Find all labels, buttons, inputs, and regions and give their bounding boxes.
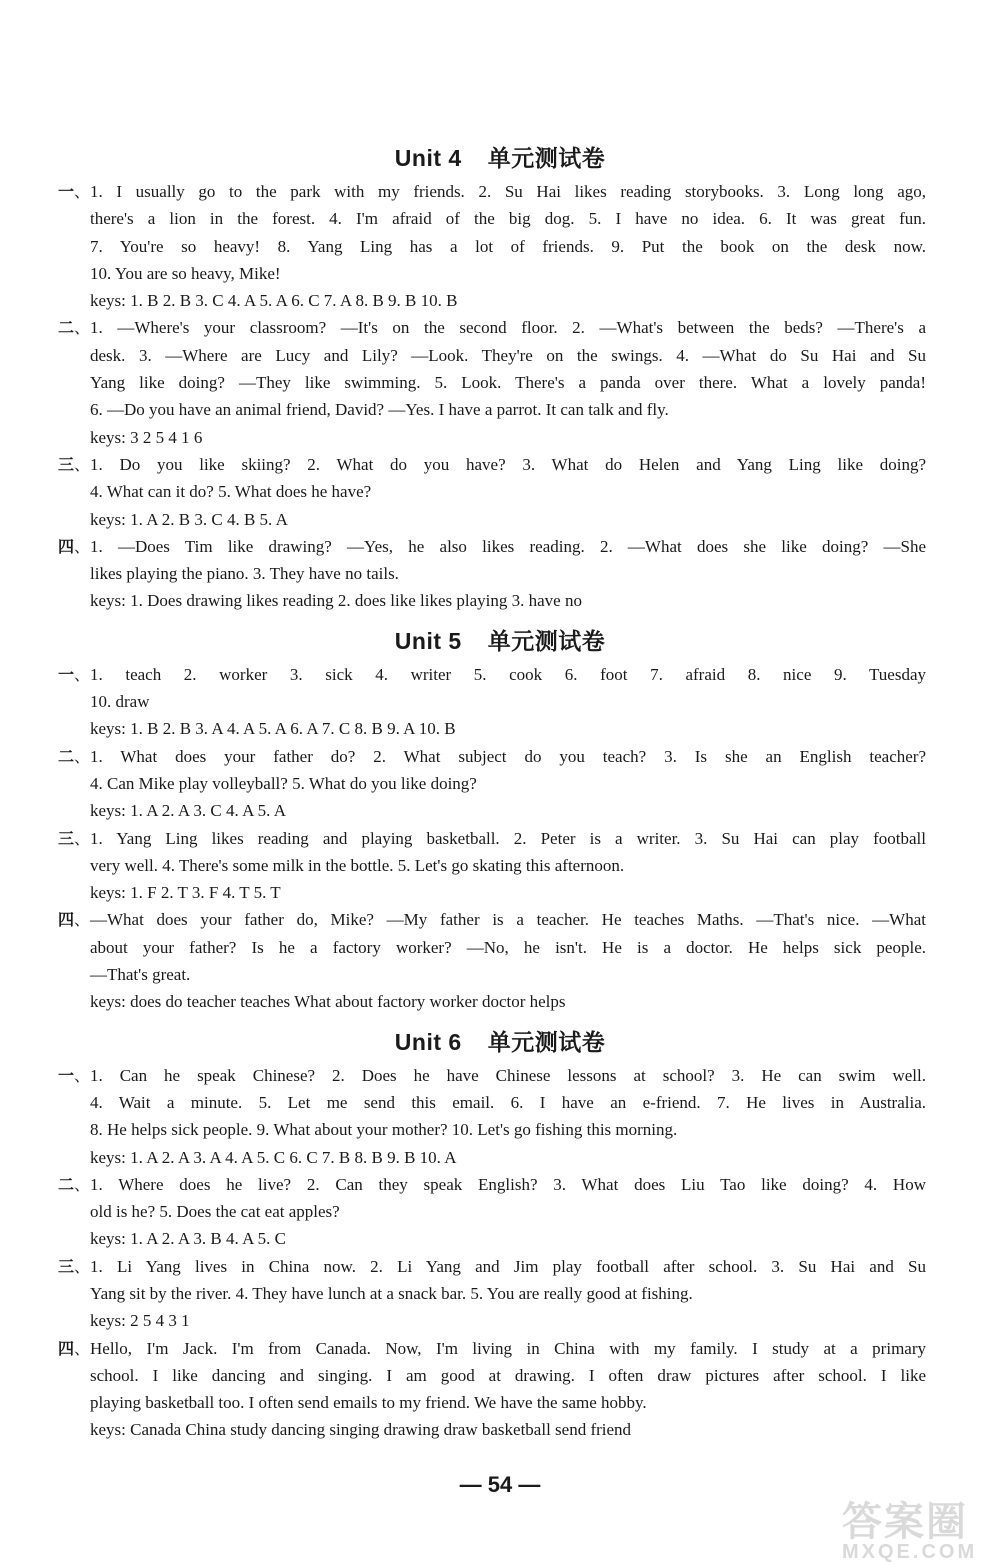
watermark-top-text: 答案圈 xyxy=(842,1500,968,1544)
section-number: 二 、 xyxy=(58,1171,90,1198)
exercise-section xyxy=(0,1253,1000,1335)
exercise-section xyxy=(0,451,1000,533)
answer-line: there's a lion in the forest. 4. I'm afraid of the big dog. 5. I have no idea. 6. It was great fun. xyxy=(90,209,926,229)
exercise-section xyxy=(0,1062,1000,1171)
answer-keys: keys: 1. A 2. A 3. A 4. A 5. C 6. C 7. B 8. B 9. B 10. A xyxy=(90,1147,457,1167)
answer-line: desk. 3. —Where are Lucy and Lily? —Look. They're on the swings. 4. —What do Su Hai and Su xyxy=(90,345,926,365)
answer-keys: keys: 2 5 4 3 1 xyxy=(90,1311,190,1331)
answer-line: old is he? 5. Does the cat eat apples? xyxy=(90,1202,340,1222)
unit-title-cn: 单元测试卷 xyxy=(487,627,606,654)
exercise-section xyxy=(0,825,1000,907)
answer-keys: keys: does do teacher teaches What about factory worker doctor helps xyxy=(90,992,566,1012)
answer-line: 1. Li Yang lives in China now. 2. Li Yang and Jim play football after school. 3. Su Hai and Su xyxy=(90,1256,926,1276)
exercise-section xyxy=(0,178,1000,314)
answer-line: Hello, I'm Jack. I'm from Canada. Now, I'm living in China with my family. I study at a primary xyxy=(90,1338,926,1358)
answer-line: 1. Can he speak Chinese? 2. Does he have Chinese lessons at school? 3. He can swim well. xyxy=(90,1065,926,1085)
unit-title-cn: 单元测试卷 xyxy=(487,145,606,171)
answer-line: 1. —Does Tim like drawing? —Yes, he also likes reading. 2. —What does she like doing? —She xyxy=(90,536,926,556)
answer-keys: keys: 3 2 5 4 1 6 xyxy=(90,427,203,447)
answer-line: 7. You're so heavy! 8. Yang Ling has a lot of friends. 9. Put the book on the desk now. xyxy=(90,236,926,256)
section-number: 四 、 xyxy=(58,1335,90,1362)
answer-keys: keys: 1. B 2. B 3. A 4. A 5. A 6. A 7. C 8. B 9. A 10. B xyxy=(90,719,456,739)
exercise-section xyxy=(0,906,1000,1015)
unit-title-en: Unit 6 xyxy=(394,1028,462,1055)
answer-keys: keys: 1. A 2. A 3. C 4. A 5. A xyxy=(90,801,287,821)
answer-line: 1. —Where's your classroom? —It's on the second floor. 2. —What's between the beds? —There's a xyxy=(90,318,926,338)
answer-line: Yang sit by the river. 4. They have lunch at a snack bar. 5. You are really good at fishing. xyxy=(90,1283,693,1303)
answer-line: —What does your father do, Mike? —My father is a teacher. He teaches Maths. —That's nice. —What xyxy=(90,910,926,930)
answer-content xyxy=(0,138,1000,1444)
section-number: 三 、 xyxy=(58,825,90,852)
section-number: 三 、 xyxy=(58,1253,90,1280)
answer-line: likes playing the piano. 3. They have no tails. xyxy=(90,564,399,584)
exercise-section xyxy=(0,1335,1000,1444)
answer-line: 1. teach 2. worker 3. sick 4. writer 5. cook 6. foot 7. afraid 8. nice 9. Tuesday xyxy=(90,664,926,684)
exercise-section xyxy=(0,661,1000,743)
answer-line: 4. Wait a minute. 5. Let me send this email. 6. I have an e-friend. 7. He lives in Australia. xyxy=(90,1092,926,1112)
answer-line: 4. What can it do? 5. What does he have? xyxy=(90,482,372,502)
answer-keys: keys: 1. A 2. A 3. B 4. A 5. C xyxy=(90,1229,287,1249)
answer-keys: keys: 1. Does drawing likes reading 2. does like likes playing 3. have no xyxy=(90,591,582,611)
answer-keys: keys: 1. F 2. T 3. F 4. T 5. T xyxy=(90,883,281,903)
answer-line: 1. Do you like skiing? 2. What do you have? 3. What do Helen and Yang Ling like doing? xyxy=(90,454,926,474)
section-number: 一 、 xyxy=(58,178,90,205)
page-number: — 54 — xyxy=(459,1472,541,1497)
answer-line: school. I like dancing and singing. I am good at drawing. I often draw pictures after school. I like xyxy=(90,1365,926,1385)
answer-keys: keys: Canada China study dancing singing drawing draw basketball send friend xyxy=(90,1420,632,1440)
unit-title xyxy=(0,621,1000,661)
answer-line: playing basketball too. I often send emails to my friend. We have the same hobby. xyxy=(90,1393,647,1413)
exercise-section xyxy=(0,314,1000,450)
section-number: 四 、 xyxy=(58,533,90,560)
watermark-logo xyxy=(842,1490,992,1563)
answer-line: 1. Where does he live? 2. Can they speak English? 3. What does Liu Tao like doing? 4. How xyxy=(90,1174,926,1194)
exercise-section xyxy=(0,533,1000,615)
unit-title xyxy=(0,138,1000,178)
unit-title-en: Unit 5 xyxy=(394,627,462,654)
answer-keys: keys: 1. B 2. B 3. C 4. A 5. A 6. C 7. A 8. B 9. B 10. B xyxy=(90,291,458,311)
answer-line: 1. I usually go to the park with my friends. 2. Su Hai likes reading storybooks. 3. Long long ago, xyxy=(90,182,926,201)
answer-line: 8. He helps sick people. 9. What about your mother? 10. Let's go fishing this morning. xyxy=(90,1120,678,1140)
unit-title-cn: 单元测试卷 xyxy=(487,1028,606,1055)
section-number: 一 、 xyxy=(58,1062,90,1089)
section-number: 二 、 xyxy=(58,743,90,770)
section-number: 一 、 xyxy=(58,661,90,688)
answer-line: —That's great. xyxy=(90,965,191,985)
unit-title xyxy=(0,1022,1000,1062)
exercise-section xyxy=(0,1171,1000,1253)
answer-line: 10. draw xyxy=(90,692,150,712)
answer-line: about your father? Is he a factory worker? —No, he isn't. He is a doctor. He helps sick people. xyxy=(90,937,926,957)
exercise-section xyxy=(0,743,1000,825)
answer-line: 1. What does your father do? 2. What subject do you teach? 3. Is she an English teacher? xyxy=(90,746,926,766)
section-number: 四 、 xyxy=(58,906,90,933)
section-number: 三 、 xyxy=(58,451,90,478)
answer-line: Yang like doing? —They like swimming. 5. Look. There's a panda over there. What a lovely panda! xyxy=(90,373,926,393)
answer-line: 1. Yang Ling likes reading and playing basketball. 2. Peter is a writer. 3. Su Hai can play football xyxy=(90,828,926,848)
answer-line: very well. 4. There's some milk in the bottle. 5. Let's go skating this afternoon. xyxy=(90,855,625,875)
unit-title-en: Unit 4 xyxy=(394,145,462,171)
section-number: 二 、 xyxy=(58,314,90,341)
answer-line: 6. —Do you have an animal friend, David? —Yes. I have a parrot. It can talk and fly. xyxy=(90,400,669,420)
answer-line: 4. Can Mike play volleyball? 5. What do you like doing? xyxy=(90,773,477,793)
answer-line: 10. You are so heavy, Mike! xyxy=(90,263,281,283)
watermark-bottom-text: MXQE.COM xyxy=(842,1541,978,1563)
answer-keys: keys: 1. A 2. B 3. C 4. B 5. A xyxy=(90,509,288,529)
